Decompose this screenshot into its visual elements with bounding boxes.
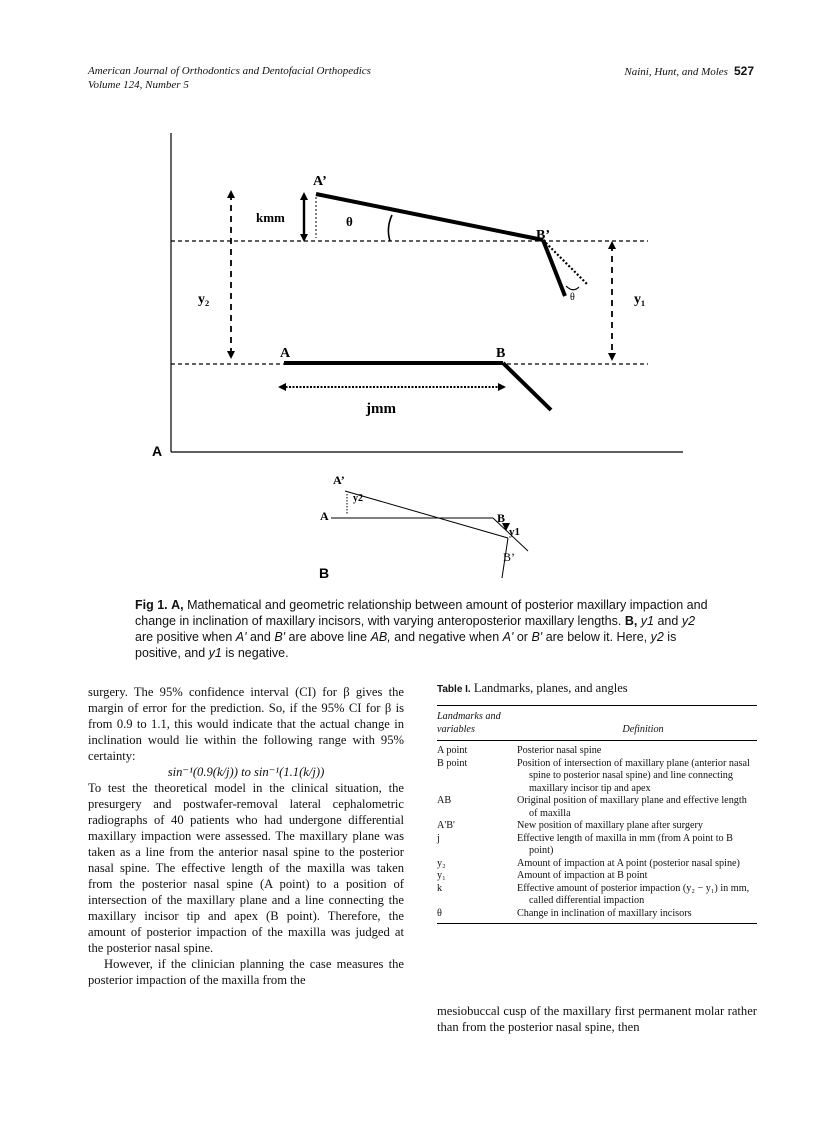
caption-var: y1 bbox=[208, 646, 222, 660]
figure-caption bbox=[135, 597, 715, 661]
table-cell-variable: j bbox=[437, 832, 440, 844]
table-cell-definition: Amount of impaction at B point bbox=[517, 870, 648, 881]
table-cell-variable: AB bbox=[437, 795, 452, 806]
label-b-prime: B’ bbox=[536, 228, 550, 243]
caption-var: B' bbox=[274, 630, 286, 644]
caption-var: AB, bbox=[370, 630, 391, 644]
b-label-y2: y2 bbox=[353, 493, 363, 504]
table-row bbox=[437, 908, 757, 924]
theta-arc bbox=[388, 215, 392, 241]
body-left-column bbox=[88, 684, 404, 988]
caption-text: is positive, and bbox=[135, 630, 677, 660]
page-number: 527 bbox=[733, 64, 754, 78]
panel-b-label: B bbox=[319, 565, 330, 581]
label-theta-incisor: θ bbox=[570, 292, 575, 303]
column-header-variables: Landmarks and variables bbox=[437, 706, 529, 741]
table-cell-definition: Effective amount of posterior impaction (y₂ − y₁) in mm, called differential impaction bbox=[517, 882, 750, 906]
caption-text: are positive when bbox=[135, 630, 233, 644]
table-cell-variable: A'B' bbox=[437, 820, 455, 831]
table-row bbox=[437, 833, 757, 858]
label-kmm: kmm bbox=[256, 210, 285, 225]
table-cell-definition: New position of maxillary plane after surgery bbox=[517, 820, 703, 831]
journal-name: American Journal of Orthodontics and Dentofacial Orthopedics bbox=[88, 65, 371, 77]
table-row bbox=[437, 741, 757, 758]
table-cell-variable: k bbox=[437, 882, 443, 894]
table-cell-definition: Change in inclination of maxillary incisors bbox=[529, 908, 757, 924]
landmarks-table bbox=[437, 705, 757, 924]
table-cell-variable: θ bbox=[437, 908, 529, 924]
caption-var: A' bbox=[235, 630, 247, 644]
table-cell-definition: Position of intersection of maxillary plane (anterior nasal spine to posterior nasal spine) and line connecting maxillary incisor tip and apex bbox=[517, 757, 750, 794]
table-title-text: Landmarks, planes, and angles bbox=[473, 681, 628, 695]
table-cell-definition: Amount of impaction at A point (posterior nasal spine) bbox=[517, 857, 740, 869]
b-label-a-prime: A’ bbox=[333, 473, 345, 487]
label-jmm: jmm bbox=[366, 401, 396, 417]
caption-var: y2 bbox=[650, 630, 664, 644]
table-cell-variable: A point bbox=[437, 745, 468, 756]
panel-a-label: A bbox=[152, 443, 163, 459]
theta-arc-incisor bbox=[566, 286, 579, 290]
caption-text: and bbox=[249, 630, 271, 644]
b-label-b: B bbox=[497, 511, 506, 525]
label-y1: y₁ bbox=[634, 292, 646, 307]
caption-var: A' bbox=[502, 630, 514, 644]
panel-b-diagram bbox=[319, 473, 528, 581]
table-title bbox=[437, 681, 757, 696]
table-row bbox=[437, 883, 757, 908]
table-row bbox=[437, 858, 757, 871]
label-a-prime: A’ bbox=[313, 174, 327, 189]
b-label-y1: y1 bbox=[509, 526, 520, 538]
body-paragraph: To test the theoretical model in the clinical situation, the presurgery and postwafer-removal lateral cephalometric radiographs of 40 patients who had undergone differential maxillary impaction were assessed. The maxillary plane was taken as a line from the anterior nasal spine to the posterior nasal spine. The effective length of the maxilla was taken from the posterior nasal spine (A point) to a position of intersection of the maxillary plane and a line connecting the maxillary incisor tip and apex (B point). Therefore, the amount of posterior impaction of the maxilla was judged at the posterior nasal spine. bbox=[88, 781, 404, 955]
ci-formula: sin⁻¹(0.9(k/j)) to sin⁻¹(1.1(k/j)) bbox=[167, 765, 325, 779]
body-right-column bbox=[437, 1003, 757, 1035]
caption-text: or bbox=[516, 630, 528, 644]
caption-text: is negative. bbox=[225, 646, 289, 660]
table-cell-definition: Effective length of maxilla in mm (from A point to B point) bbox=[517, 832, 733, 856]
caption-b-marker: B, bbox=[624, 614, 638, 628]
caption-var: y2 bbox=[681, 614, 696, 628]
table-row bbox=[437, 795, 757, 820]
table-label: Table I. bbox=[437, 684, 471, 695]
caption-a-text: Mathematical and geometric relationship between amount of posterior maxillary impaction and change in inclination of maxillary incisors, with varying anteroposterior maxillary lengths. bbox=[135, 598, 708, 628]
caption-text: and negative when bbox=[394, 630, 500, 644]
table-header-row bbox=[437, 706, 757, 741]
journal-volume: Volume 124, Number 5 bbox=[88, 79, 189, 91]
table-row bbox=[437, 870, 757, 883]
label-theta: θ bbox=[346, 214, 353, 229]
b-line-a-prime-b-prime bbox=[345, 491, 508, 538]
incisor-new bbox=[543, 240, 565, 296]
caption-var: y1 bbox=[640, 614, 654, 628]
b-label-a: A bbox=[320, 509, 329, 523]
panel-a-diagram bbox=[152, 133, 683, 459]
label-b: B bbox=[496, 346, 506, 361]
column-header-definition: Definition bbox=[529, 706, 757, 741]
caption-a-marker: A, bbox=[171, 598, 184, 612]
table-cell-variable: B point bbox=[437, 757, 468, 769]
caption-var: B' bbox=[531, 630, 543, 644]
table-cell-variable: y₁ bbox=[437, 870, 446, 881]
table-cell-definition: Original position of maxillary plane and effective length of maxilla bbox=[517, 795, 747, 819]
table-cell-definition: Posterior nasal spine bbox=[517, 745, 602, 756]
caption-lead: Fig 1. bbox=[135, 598, 168, 612]
caption-text: are above line bbox=[288, 630, 368, 644]
b-label-b-prime: B’ bbox=[503, 550, 515, 564]
body-paragraph: However, if the clinician planning the case measures the posterior impaction of the maxilla from the bbox=[88, 957, 404, 987]
label-y2: y₂ bbox=[198, 292, 210, 307]
caption-text: are below it. Here, bbox=[545, 630, 648, 644]
table-1 bbox=[437, 681, 757, 924]
body-paragraph: mesiobuccal cusp of the maxillary first permanent molar rather than from the posterior nasal spine, then bbox=[437, 1004, 757, 1034]
label-a: A bbox=[280, 346, 291, 361]
table-row bbox=[437, 820, 757, 833]
table-cell-variable: y₂ bbox=[437, 857, 446, 869]
caption-text: and bbox=[657, 614, 679, 628]
body-paragraph: surgery. The 95% confidence interval (CI) for β gives the margin of error for the prediction. So, if the 95% CI for β is from 0.9 to 1.1, this would indicate that the actual change in inclination would lie within the following range with 95% certainty: bbox=[88, 685, 404, 763]
table-row bbox=[437, 758, 757, 796]
authors: Naini, Hunt, and Moles bbox=[624, 66, 728, 78]
incisor-original bbox=[503, 363, 551, 410]
